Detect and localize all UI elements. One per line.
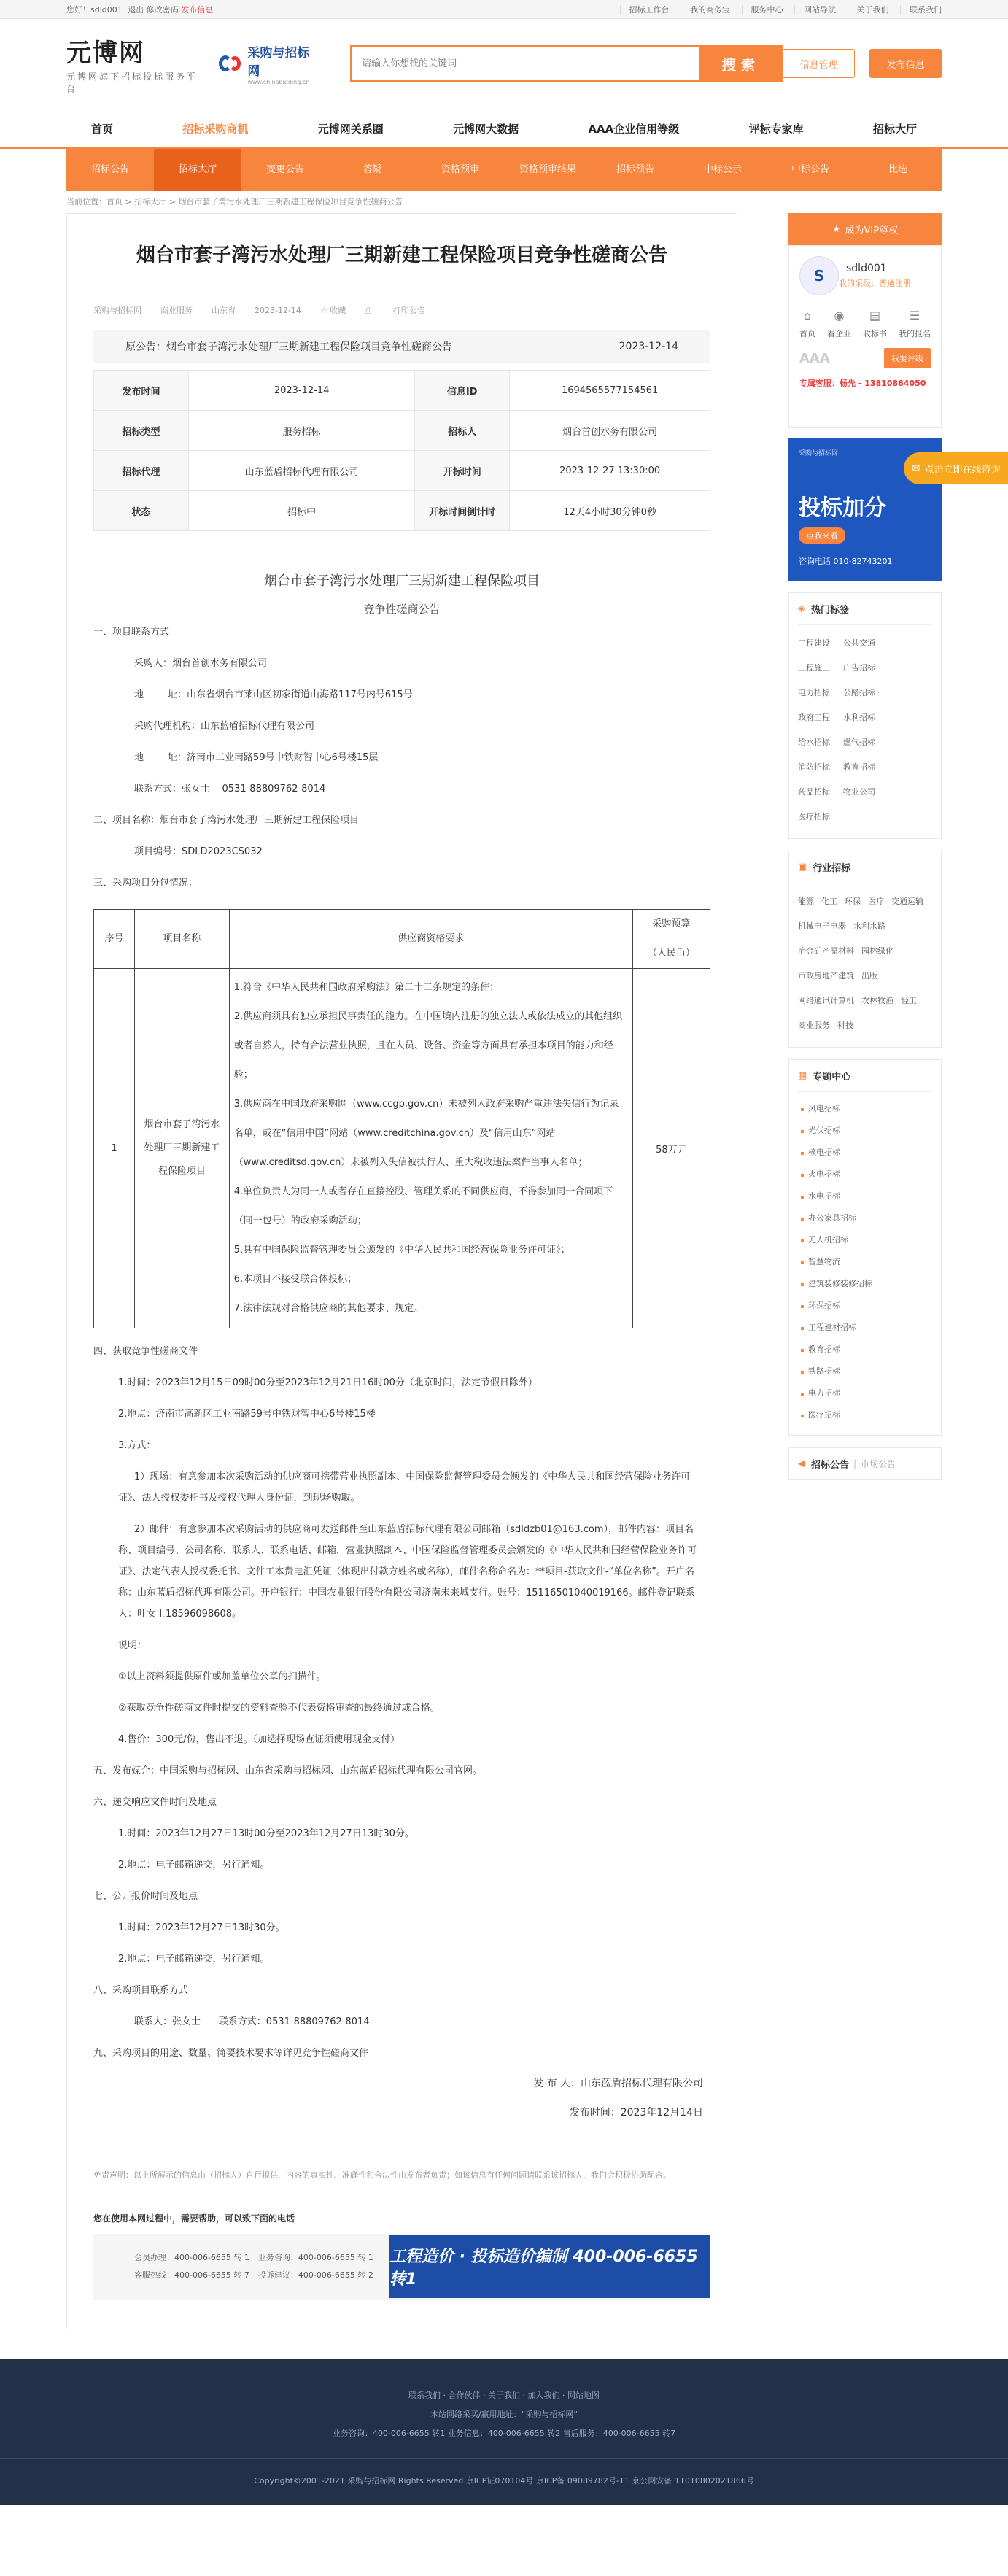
site-logo[interactable]: 元博网 元博网旗下招标投标服务平台 — [66, 38, 198, 94]
avatar[interactable]: S — [799, 256, 839, 295]
industry-tag[interactable]: 科技 — [837, 1021, 853, 1030]
search-input[interactable] — [352, 47, 699, 80]
industry-tag[interactable]: 冶金矿产原材料 — [798, 946, 854, 956]
username: sdld001 — [846, 263, 887, 274]
hot-tag[interactable]: 医疗招标 — [798, 812, 830, 821]
article-meta — [93, 295, 710, 325]
original-notice-bar[interactable] — [93, 330, 710, 363]
footer-links[interactable]: 联系我们 · 合作伙伴 · 关于我们 · 加入我们 · 网站地图 — [408, 2391, 600, 2400]
package-table: 序号 项目名称 供应商资格要求 采购预算 （人民币） 1 烟台市套子湾污水处理厂三期新建工程保险项目 1.符合《中华人民共和国政府采购法》第二十二条规定的条件； 2.供应商须具有独立承担民事责任的能力。在中国境内注册的独立法人或依法成立的其他组织或者自然人，持有合法营业执照，且在人员、设备、资金等方面具有承担本项目的能力和经验； 3.供应商在中国政府采购网（www.ccgp.gov.cn）未被列入政府采购严重违法失信行为记录名单，或在“信用中国”网站（www.creditchina.gov.cn）及“信用山东”网站（www.creditsd.gov.cn）未被列入失信被执行人、重大税收违法案件当事人名单； 4.单位负责人为同一人或者存在直接控股、管理关系的不同供应商，不得参加同一合同项下（同一包号）的政府采购活动； 5.具有中国保险监督管理委员会颁发的《中华人民共和国经营保险业务许可证》； 6.本项目不接受联合体投标； 7.法律法规对合格供应商的其他要求、规定。 58万元 — [93, 909, 710, 1328]
topic-item[interactable]: 水电招标 — [798, 1185, 932, 1207]
main-nav-item[interactable]: 元博网关系圈 — [317, 122, 384, 136]
info-manage-button[interactable]: 信息管理 — [783, 49, 855, 78]
main-nav-item[interactable]: 元博网大数据 — [453, 122, 519, 136]
chat-icon: ✉ — [912, 463, 920, 474]
signature: 发 布 人：山东蓝盾招标代理有限公司 发布时间：2023年12月14日 — [533, 2078, 703, 2119]
vip-icon: ★ — [831, 223, 841, 235]
hot-tag[interactable]: 水利招标 — [843, 713, 875, 722]
topic-item[interactable]: 核电招标 — [798, 1142, 932, 1164]
topic-item[interactable]: 智慧物流 — [798, 1251, 932, 1273]
home-icon: ⌂ — [803, 309, 812, 322]
meta-source: 采购与招标网 — [93, 306, 141, 315]
topic-item[interactable]: 电力招标 — [798, 1382, 932, 1404]
topic-item[interactable]: 建筑装修装修招标 — [798, 1273, 932, 1295]
bid-bonus-ad[interactable]: 采购与招标网 投标加分 点我来看 咨询电话 010-82743201 ✉ 点击立即在线咨询 — [788, 438, 942, 581]
original-notice-date: 2023-12-14 — [619, 341, 678, 352]
industry-panel: ▣ 行业招标 能源 化工 环保 医疗 交通运输 机械电子电器 水利水路 冶金矿产原材料 园林绿化 市政房地产建筑 出版 网络通讯计算机 农林牧渔 轻工 商业服务 科技 — [788, 851, 942, 1048]
change-password-link[interactable]: 修改密码 — [146, 5, 179, 15]
industry-tag[interactable]: 能源 — [798, 897, 814, 906]
partner-logo[interactable]: 采购与招标网 www.chinabidding.cn — [219, 42, 321, 85]
vip-button[interactable]: ★ 成为VIP尊权 — [788, 213, 942, 245]
hot-tag[interactable]: 广告招标 — [843, 663, 875, 673]
cost-banner-ad[interactable]: 工程造价 · 投标造价编制 400-006-6655转1 — [389, 2235, 710, 2298]
topic-item[interactable]: 工程建材招标 — [798, 1317, 932, 1339]
sidebar — [788, 213, 1001, 1480]
disclaimer: 免责声明：以上所展示的信息由（招标人）自行提供，内容的真实性、准确性和合法性由发布者负责；如该信息有任何问题请联系该招标人，我们会积极协助配合。 — [93, 2154, 710, 2197]
hotline: 专属客服：杨先 - 13810864050 — [799, 379, 926, 388]
industry-tag[interactable]: 农林牧渔 — [861, 996, 893, 1005]
main-nav-item[interactable]: 招标大厅 — [872, 122, 917, 136]
main-nav-item[interactable]: 招标采购商机 — [182, 122, 249, 136]
top-link[interactable]: 网站导航 — [794, 5, 836, 15]
hot-tag[interactable]: 公共交通 — [843, 638, 875, 648]
topic-item[interactable]: 医疗招标 — [798, 1404, 932, 1426]
partner-logo-icon — [219, 54, 244, 73]
meta-region: 山东省 — [212, 306, 236, 315]
sub-nav-item[interactable]: 招标大厅 — [154, 149, 241, 191]
tag-icon: ◈ — [798, 603, 805, 614]
hot-tag[interactable]: 公路招标 — [843, 688, 875, 697]
countdown: 12天4小时30分钟0秒 — [510, 491, 710, 531]
info-table: 发布时间 2023-12-14 信息ID 1694565577154561 招标类型 服务招标 招标人 烟台首创水务有限公司 招标代理 山东蓝盾招标代理有限公司 开标时间 2023-12-27 13:30:00 状态 招标中 开标时间倒计时 12天4小时30分钟0秒 — [93, 370, 710, 531]
greeting: 您好！sdld001 — [66, 5, 123, 15]
topic-item[interactable]: 火电招标 — [798, 1164, 932, 1185]
aaa-label: AAA — [799, 350, 830, 366]
footer-phones: 业务咨询：400-006-6655 转1 业务信息：400-006-6655 转2 售后服务：400-006-6655 转7 — [332, 2429, 676, 2438]
sub-nav-item[interactable]: 变更公告 — [265, 164, 304, 175]
breadcrumb: 当前位置：首页 > 招标大厅 > 烟台市套子湾污水处理厂三期新建工程保险项目竞争性磋商公告 — [66, 197, 403, 206]
industry-icon: ▣ — [798, 862, 807, 873]
publish-info-button[interactable]: 发布信息 — [869, 49, 942, 78]
document-body: 烟台市套子湾污水处理厂三期新建工程保险项目 竞争性磋商公告 一、项目联系方式 采购人：烟台首创水务有限公司 地 址：山东省烟台市莱山区初家街道山海路117号内号615号 采购代理机构：山东蓝盾招标代理有限公司 地 址：济南市工业南路59号中铁财智中心6号楼15层 联系方式：张女士 0531-88809762-8014 二、项目名称：烟台市套子湾污水处理厂三期新建工程保险项目 项目编号：SDLD2023CS032 三、采购项目分包情况： 序号 项目名称 供应商资格要求 采购预算 （人民币） 1 烟台市套子湾污水处理厂三期新建工程保险项目 1.符合《中华人民共和国政府采购法》第二十二条规定的条件； 2.供应商须具有独立承担民事责任的能力。在中国境内注册的独立法人或依法成立的其他组织或者自然人，持有合法营业执照，且在人员、设备、资金等方面具有承担本项目的能力和经验； 3.供应商在中国政府采购网（www.ccgp.gov.cn）未被列入政府采购严重违法失信行为记录名单，或在“信用中国”网站（www.creditchina.gov.cn）及“信用山东”网站（www.creditsd.gov.cn）未被列入失信被执行人、重大税收违法案件当事人名单； 4.单位负责人为同一人或者存在直接控股、管理关系的不同供应商，不得参加同一合同项下（同一包号）的政府采购活动； 5.具有中国保险监督管理委员会颁发的《中华人民共和国经营保险业务许可证》； 6.本项目不接受联合体投标； 7.法律法规对合格供应商的其他要求、规定。 58万元 四、获取竞争性磋商文件 1.时间：2023年12月15日09时00分至2023年12月21日16时00分（北京时间，法定节假日除外） 2.地点：济南市高新区工业南路59号中铁财智中心6号楼15楼 3.方式： 1）现场：有意参加本次采购活动的供应商可携带营业执照副本、中国保险监督管理委员会颁发的《中华人民共和国经营保险业务许可证》、法人授权委托书及授权代理人身份证，到现场购取。 2）邮件：有意参加本次采购活动的供应商可发送邮件至山东蓝盾招标代理有限公司邮箱（sdldzb01@163.com），邮件内容：项目名称、项目编号、公司名称、联系人、联系电话、邮箱，营业执照副本、中国保险监督管理委员会颁发的《中华人民共和国经营保险业务许可证》、法定代表人授权委托书、文件工本费电汇凭证（体现出付款方姓名或名称），邮件名称命名为：**项目-获取文件-“单位名称”。开户名称：山东蓝盾招标代理有限公司。开户银行：中国农业银行股份有限公司济南未来城支行。账号：15116501040019166。邮件登记联系人：叶女士18596098608。 说明： ①以上资料须提供原件或加盖单位公章的扫描件。 ②获取竞争性磋商文件时提交的资料查验不代表资格审查的最终通过或合格。 4.售价：300元/份，售出不退。（加选择现场查证须使用现金支付） 五、发布媒介：中国采购与招标网、山东省采购与招标网、山东蓝盾招标代理有限公司官网。 六、递交响应文件时间及地点 1.时间：2023年12月27日13时00分至2023年12月27日13时30分。 2.地点：电子邮箱递交，另行通知。 七、公开报价时间及地点 1.时间：2023年12月27日13时30分。 2.地点：电子邮箱递交，另行通知。 八、采购项目联系方式 联系人：张女士 联系方式：0531-88809762-8014 九、采购项目的用途、数量、简要技术要求等详见竞争性磋商文件 发 布 人：山东蓝盾招标代理有限公司 发布时间：2023年12月14日 — [93, 531, 710, 2127]
favorite-button[interactable]: ☆ 收藏 — [319, 306, 346, 315]
user-card — [788, 245, 942, 428]
hot-tag[interactable]: 燃气招标 — [843, 738, 875, 747]
user-home-link[interactable]: ⌂ 首页 — [799, 309, 815, 339]
grid-icon: ▦ — [798, 1070, 807, 1081]
footer-desc: 本站网络采买/赢用地址：“采购与招标网” — [430, 2410, 578, 2419]
print-button[interactable]: ⎙ 打印公告 — [365, 306, 425, 315]
online-consult-button[interactable]: ✉ 点击立即在线咨询 — [904, 452, 1008, 484]
industry-tag[interactable]: 环保 — [845, 897, 861, 906]
top-link[interactable]: 服务中心 — [742, 5, 783, 15]
my-signup-link[interactable]: ☰ 我的报名 — [899, 309, 931, 339]
hot-tag[interactable]: 物业公司 — [843, 787, 875, 797]
top-link[interactable]: 关于我们 — [848, 5, 889, 15]
industry-tag[interactable]: 出版 — [861, 971, 877, 980]
sub-nav — [66, 149, 942, 191]
view-company-link[interactable]: ◉ 看企业 — [827, 309, 851, 339]
hot-tag[interactable]: 消防招标 — [798, 762, 830, 772]
main-nav-item[interactable]: AAA企业信用等级 — [588, 122, 680, 136]
doc-subtitle: 竞争性磋商公告 — [363, 603, 441, 616]
hot-tags-panel: ◈ 热门标签 工程建设 公共交通 工程施工 广告招标 电力招标 公路招标 政府工程 水利招标 给水招标 燃气招标 消防招标 教育招标 药品招标 物业公司 医疗招标 — [788, 592, 942, 839]
topic-item[interactable]: 光伏招标 — [798, 1120, 932, 1142]
sub-nav-item[interactable]: 中标公示 — [703, 164, 742, 175]
article-container — [66, 213, 737, 2329]
industry-tag[interactable]: 市政房地产建筑 — [798, 971, 854, 980]
industry-tag[interactable]: 交通运输 — [891, 897, 923, 906]
top-bar — [0, 0, 1008, 19]
topic-item[interactable]: 无人机招标 — [798, 1229, 932, 1251]
hot-tag[interactable]: 药品招标 — [798, 787, 830, 797]
help-contact: 您在使用本网过程中，需要帮助，可以致下面的电话 会员办理：400-006-6655 转 1 业务咨询：400-006-6655 转 1 客服热线：400-006-6655 转 7 投诉建议：400-006-6655 转 2 工程造价 · 投标造价编制 400-006-6655转1 — [93, 2212, 710, 2300]
topic-item[interactable]: 风电招标 — [798, 1098, 932, 1120]
industry-tag[interactable]: 机械电子电器 — [798, 921, 846, 931]
eye-icon: ◉ — [834, 309, 845, 322]
hot-tag[interactable]: 政府工程 — [798, 713, 830, 722]
hot-tag[interactable]: 工程建设 — [798, 638, 830, 648]
hot-tag[interactable]: 给水招标 — [798, 738, 830, 747]
industry-tag[interactable]: 轻工 — [901, 996, 917, 1005]
main-nav-item[interactable]: 评标专家库 — [748, 122, 804, 136]
hot-tag[interactable]: 电力招标 — [798, 688, 830, 697]
sub-nav-item[interactable]: 中标公告 — [791, 164, 829, 175]
top-link[interactable]: 联系我们 — [900, 5, 942, 15]
sub-nav-item[interactable]: 招标预告 — [616, 164, 654, 175]
search-button[interactable]: 搜索 — [699, 47, 781, 80]
speaker-icon: ◀ — [798, 1458, 805, 1469]
sub-nav-item[interactable]: 资格预审 — [441, 164, 479, 175]
original-notice-label: 原公告：烟台市套子湾污水处理厂三期新建工程保险项目竞争性磋商公告 — [125, 341, 452, 353]
rating-button[interactable]: 我要评级 — [884, 348, 931, 368]
sub-nav-item[interactable]: 比选 — [888, 164, 907, 175]
tender-notice-panel[interactable]: ◀ 招标公告 | 市场公告 — [788, 1447, 942, 1480]
topic-panel: ▦ 专题中心 风电招标 光伏招标 核电招标 火电招标 水电招标 办公家具招标 无人机招标 智慧物流 建筑装修装修招标 环保招标 工程建材招标 教育招标 铁路招标 电力招标 医疗招标 — [788, 1059, 942, 1436]
sub-nav-item[interactable]: 招标公告 — [90, 164, 129, 175]
topic-item[interactable]: 办公家具招标 — [798, 1207, 932, 1229]
main-nav — [0, 108, 1008, 149]
copyright: Copyright©2001-2021 采购与招标网 Rights Reserved 京ICP证070104号 京ICP备 09089782号-11 京公网安备 11010802021866号 — [254, 2476, 754, 2486]
industry-tag[interactable]: 医疗 — [868, 897, 884, 906]
header — [0, 19, 1008, 108]
meta-type: 商业服务 — [160, 306, 193, 315]
hot-tag[interactable]: 教育招标 — [843, 762, 875, 772]
logout-link[interactable]: 退出 — [128, 5, 144, 15]
top-link[interactable]: 招标工作台 — [620, 5, 670, 15]
list-icon: ☰ — [909, 309, 920, 322]
document-icon: ▤ — [869, 309, 881, 322]
industry-tag[interactable]: 化工 — [821, 897, 837, 906]
topic-item[interactable]: 环保招标 — [798, 1295, 932, 1317]
main-nav-item[interactable]: 首页 — [91, 122, 114, 136]
collect-bid-link[interactable]: ▤ 收标书 — [863, 309, 887, 339]
industry-tag[interactable]: 商业服务 — [798, 1021, 830, 1030]
page-title: 烟台市套子湾污水处理厂三期新建工程保险项目竞争性磋商公告 — [136, 244, 667, 266]
publish-info-link[interactable]: 发布信息 — [181, 5, 214, 15]
footer — [0, 2359, 1008, 2505]
industry-tag[interactable]: 水利水路 — [853, 921, 885, 931]
doc-title: 烟台市套子湾污水处理厂三期新建工程保险项目 — [264, 573, 540, 589]
hot-tag[interactable]: 工程施工 — [798, 663, 830, 673]
industry-tag[interactable]: 网络通讯计算机 — [798, 996, 854, 1005]
topic-item[interactable]: 教育招标 — [798, 1339, 932, 1361]
industry-tag[interactable]: 园林绿化 — [861, 946, 893, 956]
search-box — [350, 45, 783, 82]
top-link[interactable]: 我的商务宝 — [681, 5, 730, 15]
meta-date: 2023-12-14 — [255, 305, 301, 315]
sub-nav-item[interactable]: 答疑 — [363, 164, 382, 175]
print-icon: ⎙ — [365, 306, 374, 315]
topic-item[interactable]: 铁路招标 — [798, 1361, 932, 1382]
user-level: 我的采级：普通注册 — [839, 279, 911, 288]
sub-nav-item[interactable]: 资格预审结果 — [519, 164, 576, 175]
